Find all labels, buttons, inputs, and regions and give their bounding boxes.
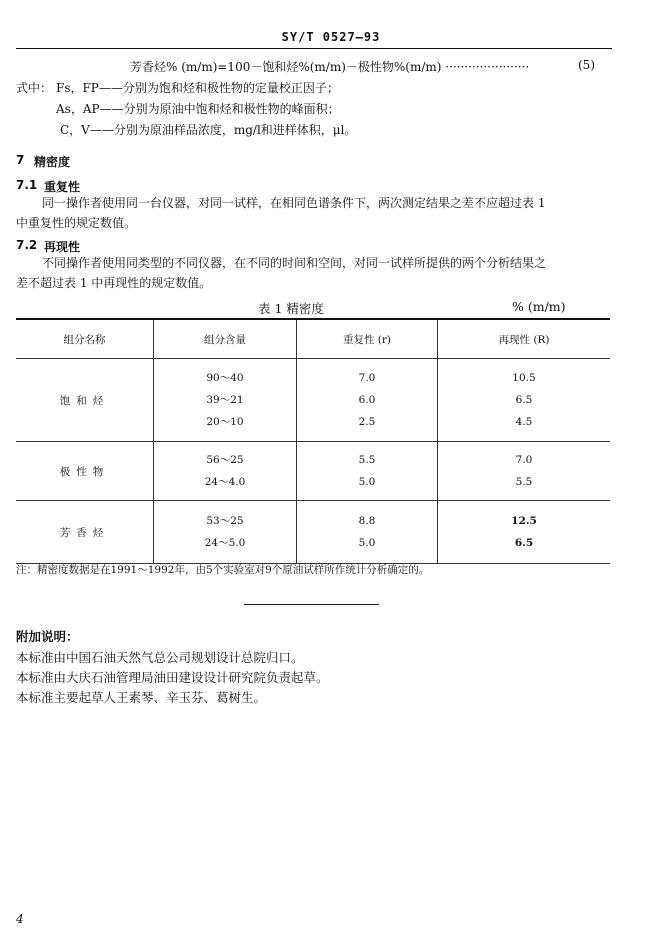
- section-7-1-text-line2: 中重复性的规定数值。: [16, 216, 137, 230]
- reproducibility-value: 7.0: [515, 454, 533, 466]
- table-header: 重复性 (r): [297, 320, 438, 359]
- page-number: 4: [16, 912, 24, 926]
- formula-number: (5): [578, 58, 595, 72]
- component-name: 极性物: [59, 465, 110, 478]
- component-name: 饱和烃: [59, 394, 110, 407]
- content-range: 53～25: [206, 515, 244, 527]
- section-7-1-number: 7.1: [16, 178, 38, 192]
- standard-code: SY/T 0527—93: [281, 30, 381, 44]
- section-7-number: 7: [16, 153, 25, 167]
- repeatability-value: 8.8: [358, 515, 376, 527]
- definitions-lead: 式中：: [16, 81, 53, 95]
- section-7-2-title: 再现性: [44, 240, 81, 254]
- content-range: 39～21: [206, 394, 244, 406]
- definition-item: C，V——分别为原油样品浓度，mg/l和进样体积，μl。: [60, 123, 357, 137]
- table-caption: 表 1 精密度: [258, 301, 324, 316]
- reproducibility-value: 10.5: [512, 372, 536, 384]
- content-range: 24～5.0: [204, 537, 246, 549]
- repeatability-value: 5.0: [358, 537, 376, 549]
- header-rule: [16, 48, 612, 49]
- table-unit: % (m/m): [512, 299, 566, 314]
- reproducibility-value: 4.5: [515, 416, 533, 428]
- section-7-2-number: 7.2: [16, 238, 38, 252]
- content-range: 20～10: [206, 416, 244, 428]
- content-range: 24～4.0: [204, 476, 246, 488]
- component-name: 芳香烃: [59, 526, 110, 539]
- repeatability-value: 5.0: [358, 476, 376, 488]
- repeatability-value: 2.5: [358, 416, 376, 428]
- reproducibility-value: 5.5: [515, 476, 533, 488]
- table-note: 注：精密度数据是在1991～1992年，由5个实验室对9个原油试样所作统计分析确定的。: [16, 564, 430, 576]
- repeatability-value: 7.0: [358, 372, 376, 384]
- reproducibility-value: 6.5: [515, 394, 533, 406]
- end-separator: [244, 604, 379, 605]
- section-7-1-text-line1: 同一操作者使用同一台仪器，对同一试样，在相同色谱条件下，两次测定结果之差不应超过表 1: [42, 196, 546, 210]
- content-range: 90～40: [206, 372, 244, 384]
- table-row: [16, 442, 610, 501]
- section-7-1-title: 重复性: [44, 180, 81, 194]
- content-range: 56～25: [206, 454, 244, 466]
- appendix-title: 附加说明：: [16, 629, 79, 644]
- section-7-title: 精密度: [34, 155, 71, 169]
- table-row: [16, 359, 610, 442]
- reproducibility-value: 12.5: [511, 515, 537, 527]
- repeatability-value: 5.5: [358, 454, 376, 466]
- table-header: 组分含量: [154, 320, 297, 359]
- formula-text: 芳香烃% (m/m)=100－饱和烃%(m/m)－极性物%(m/m) ······················: [130, 60, 530, 74]
- appendix-line: 本标准由中国石油天然气总公司规划设计总院归口。: [16, 650, 304, 665]
- appendix-line: 本标准主要起草人王素琴、辛玉芬、葛树生。: [16, 690, 267, 705]
- section-7-2-text-line1: 不同操作者使用同类型的不同仪器，在不同的时间和空间，对同一试样所提供的两个分析结果之: [42, 256, 547, 270]
- reproducibility-value: 6.5: [514, 537, 534, 549]
- definition-item: As，AP——分别为原油中饱和烃和极性物的峰面积；: [56, 102, 340, 116]
- section-7-2-text-line2: 差不超过表 1 中再现性的规定数值。: [16, 276, 212, 290]
- definition-item: Fs，FP——分别为饱和烃和极性物的定量校正因子；: [56, 81, 339, 95]
- repeatability-value: 6.0: [358, 394, 376, 406]
- appendix-line: 本标准由大庆石油管理局油田建设设计研究院负责起草。: [16, 670, 329, 685]
- precision-table: [16, 320, 610, 564]
- table-header: 组分名称: [16, 320, 154, 359]
- table-row: [16, 501, 610, 564]
- table-header: 再现性 (R): [438, 320, 611, 359]
